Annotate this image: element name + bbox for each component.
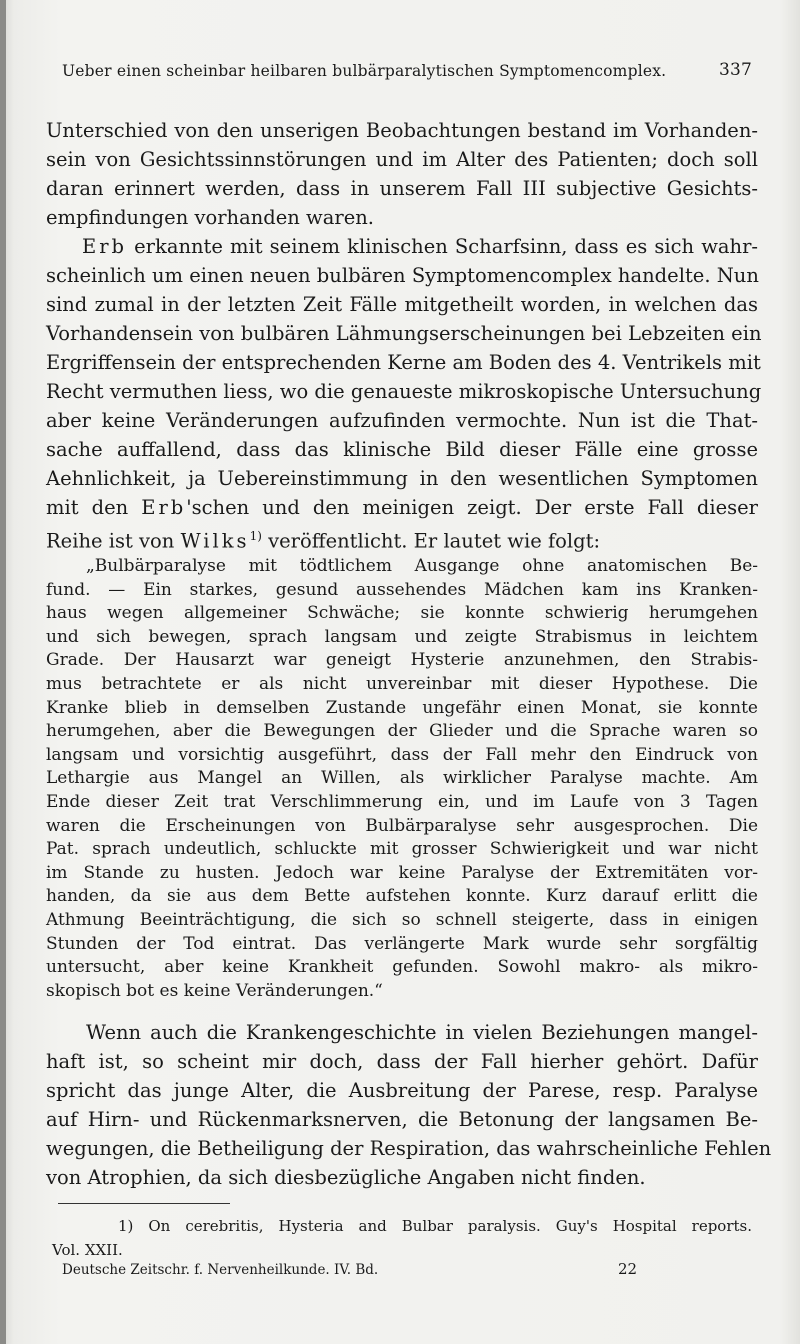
paragraph-2 — [46, 232, 762, 553]
footnote-line: Vol. XXII. — [52, 1241, 123, 1259]
text-line: Recht vermuthen liess, wo die genaueste mikroskopische Untersuchung — [46, 380, 762, 403]
footnote — [52, 1214, 752, 1262]
quote-line: haus wegen allgemeiner Schwäche; sie konnte schwierig herumgehen — [46, 603, 758, 624]
quote-line: mus betrachtete er als nicht unvereinbar mit dieser Hypothese. Die — [46, 673, 758, 694]
author-name-erb: Erb — [141, 496, 187, 519]
text-line: sind zumal in der letzten Zeit Fälle mitgetheilt worden, in welchen das — [46, 293, 758, 316]
quote-line: im Stande zu husten. Jedoch war keine Paralyse der Extremitäten vor- — [46, 862, 758, 883]
text-line: aber keine Veränderungen aufzufinden vermochte. Nun ist die That- — [46, 409, 758, 432]
journal-source: Deutsche Zeitschr. f. Nervenheilkunde. IV. Bd. — [62, 1262, 379, 1278]
text-line: empfindungen vorhanden waren. — [46, 206, 374, 229]
quote-line: „Bulbärparalyse mit tödtlichem Ausgange ohne anatomischen Be- — [86, 556, 758, 576]
paragraph-1 — [46, 116, 758, 232]
quote-line: Grade. Der Hausarzt war geneigt Hysterie anzunehmen, den Strabis- — [46, 650, 758, 671]
quote-block — [46, 555, 758, 1003]
text-line: haft ist, so scheint mir doch, dass der Fall hierher gehört. Dafür — [46, 1050, 758, 1073]
quote-line: Stunden der Tod eintrat. Das verlängerte Mark wurde sehr sorgfältig — [46, 933, 758, 954]
quote-line: und sich bewegen, sprach langsam und zeigte Strabismus in leichtem — [46, 626, 758, 647]
footnote-ref: 1) — [249, 529, 262, 543]
text-line: Vorhandensein von bulbären Lähmungserscheinungen bei Lebzeiten ein — [46, 322, 762, 345]
running-title: Ueber einen scheinbar heilbaren bulbärparalytischen Symptomencomplex. — [62, 62, 667, 80]
quote-line: Athmung Beeinträchtigung, die sich so schnell steigerte, dass in einigen — [46, 909, 758, 930]
text-line: auf Hirn- und Rückenmarksnerven, die Betonung der langsamen Be- — [46, 1108, 758, 1131]
text-line: Wenn auch die Krankengeschichte in vielen Beziehungen mangel- — [86, 1021, 758, 1044]
quote-line: herumgehen, aber die Bewegungen der Glieder und die Sprache waren so — [46, 721, 758, 742]
footnote-line: 1) On cerebritis, Hysteria and Bulbar paralysis. Guy's Hospital reports. — [118, 1217, 752, 1235]
quote-line: skopisch bot es keine Veränderungen.“ — [46, 980, 383, 1001]
text-line: von Atrophien, da sich diesbezügliche Angaben nicht finden. — [46, 1166, 646, 1189]
page-binding-edge — [0, 0, 6, 1344]
quote-line: fund. — Ein starkes, gesund aussehendes Mädchen kam ins Kranken- — [46, 579, 758, 600]
page-number: 337 — [718, 60, 752, 80]
quote-line: untersucht, aber keine Krankheit gefunden. Sowohl makro- als mikro- — [46, 957, 758, 978]
text-line: sache auffallend, dass das klinische Bild dieser Fälle eine grosse — [46, 438, 758, 461]
sheet-number: 22 — [618, 1260, 638, 1278]
quote-line: waren die Erscheinungen von Bulbärparalyse sehr ausgesprochen. Die — [46, 815, 758, 836]
quote-line: Lethargie aus Mangel an Willen, als wirklicher Paralyse machte. Am — [46, 768, 758, 789]
text-line: scheinlich um einen neuen bulbären Symptomencomplex handelte. Nun — [46, 264, 759, 287]
text-line: spricht das junge Alter, die Ausbreitung der Parese, resp. Paralyse — [46, 1079, 758, 1102]
quote-line: langsam und vorsichtig ausgeführt, dass der Fall mehr den Eindruck von — [46, 744, 758, 765]
text-line: Aehnlichkeit, ja Uebereinstimmung in den wesentlichen Symptomen — [46, 467, 758, 490]
text-line: sein von Gesichtssinnstörungen und im Alter des Patienten; doch soll — [46, 148, 758, 171]
quote-line: Kranke blieb in demselben Zustande ungefähr einen Monat, sie konnte — [46, 697, 758, 718]
quote-line: handen, da sie aus dem Bette aufstehen konnte. Kurz darauf erlitt die — [46, 886, 758, 907]
footnote-divider — [58, 1203, 230, 1204]
text-line: wegungen, die Betheiligung der Respiration, das wahrscheinliche Fehlen — [46, 1137, 772, 1160]
text-line: Erb erkannte mit seinem klinischen Scharfsinn, dass es sich wahr- — [82, 235, 758, 258]
text-line: Reihe ist von Wilks$^{1)}$ veröffentlicht. Er lautet wie folgt: — [46, 529, 601, 553]
quote-line: Ende dieser Zeit trat Verschlimmerung ein, und im Laufe von 3 Tagen — [46, 791, 758, 812]
text-line: daran erinnert werden, dass in unserem Fall III subjective Gesichts- — [46, 177, 758, 200]
text-line: Ergriffensein der entsprechenden Kerne am Boden des 4. Ventrikels mit — [46, 351, 761, 374]
text-line: mit den Erb'schen und den meinigen zeigt. Der erste Fall dieser — [46, 496, 759, 519]
text-line: Unterschied von den unserigen Beobachtungen bestand im Vorhanden- — [46, 119, 758, 142]
quote-line: Pat. sprach undeutlich, schluckte mit grosser Schwierigkeit und war nicht — [46, 839, 758, 860]
paragraph-3 — [46, 1018, 772, 1192]
author-name-erb: Erb — [82, 235, 128, 258]
author-name-wilks: Wilks — [180, 529, 250, 553]
